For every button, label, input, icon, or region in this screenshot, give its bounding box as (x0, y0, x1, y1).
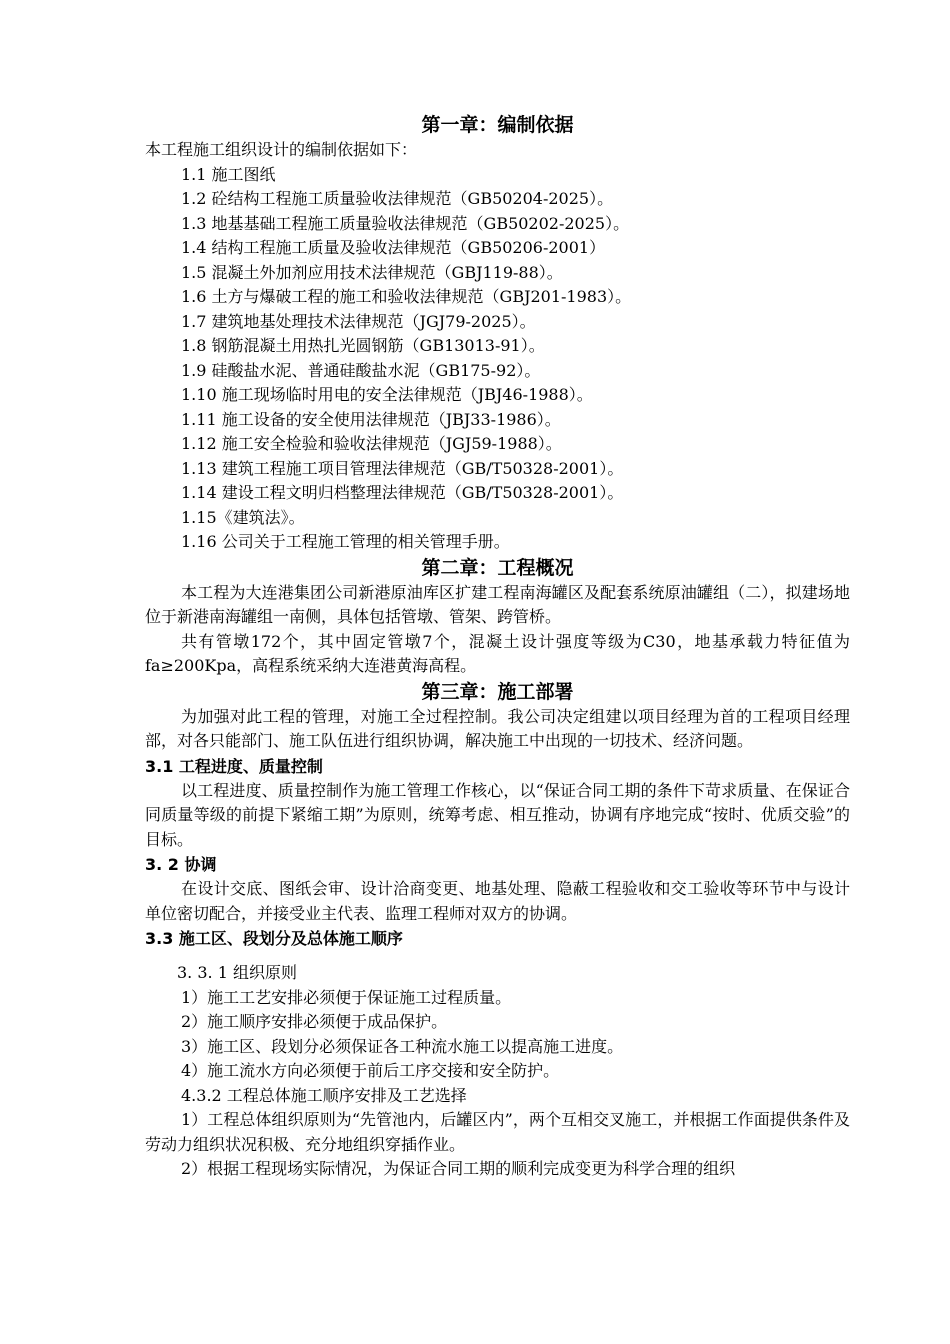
section-3-3-title: 3.3 施工区、段划分及总体施工顺序 (145, 929, 403, 948)
reference-item: 1.11 施工设备的安全使用法律规范（JBJ33-1986）。 (181, 409, 561, 429)
section-3-2-paragraph: 在设计交底、图纸会审、设计洽商变更、地基处理、隐蔽工程验收和交工验收等环节中与设计单位密切配合，并接受业主代表、监理工程师对双方的协调。 (145, 879, 850, 923)
reference-item: 1.6 土方与爆破工程的施工和验收法律规范（GBJ201-1983）。 (181, 287, 632, 306)
reference-item: 1.9 硅酸盐水泥、普通硅酸盐水泥（GB175-92）。 (181, 360, 541, 380)
subsection-4-3-2-paragraph: 1）工程总体组织原则为“先管池内，后罐区内”，两个互相交叉施工，并根据工作面提供条件及劳动力组织状况积极、充分地组织穿插作业。 (145, 1110, 850, 1154)
chapter-2-paragraph: 本工程为大连港集团公司新港原油库区扩建工程南海罐区及配套系统原油罐组（二），拟建场地位于新港南海罐组一南侧，具体包括管墩、管架、跨管桥。 (145, 582, 850, 626)
section-3-1-title: 3.1 工程进度、质量控制 (145, 756, 323, 776)
reference-item: 1.15《建筑法》。 (181, 507, 305, 527)
chapter-2-title: 第二章：工程概况 (421, 556, 574, 579)
subsection-3-3-1-title: 3. 3. 1 组织原则 (177, 963, 297, 982)
reference-item: 1.2 砼结构工程施工质量验收法律规范（GB50204-2025）。 (181, 189, 614, 208)
chapter-3-title: 第三章：施工部署 (421, 680, 574, 703)
principle-item: 3）施工区、段划分必须保证各工种流水施工以提高施工进度。 (181, 1036, 624, 1056)
chapter-1-intro: 本工程施工组织设计的编制依据如下： (145, 140, 418, 159)
reference-item: 1.4 结构工程施工质量及验收法律规范（GB50206-2001） (181, 238, 606, 257)
reference-item: 1.3 地基基础工程施工质量验收法律规范（GB50202-2025）。 (181, 213, 630, 233)
reference-item: 1.7 建筑地基处理技术法律规范（JGJ79-2025）。 (181, 311, 536, 331)
section-3-1-paragraph: 以工程进度、质量控制作为施工管理工作核心，以“保证合同工期的条件下苛求质量、在保证合同质量等级的前提下紧缩工期”为原则，统筹考虑、相互推动，协调有序地完成“按时、优质交验”的目标。 (145, 780, 850, 849)
principle-item: 4）施工流水方向必须便于前后工序交接和安全防护。 (181, 1061, 560, 1080)
spacer (145, 951, 850, 961)
chapter-1-title: 第一章：编制依据 (421, 114, 574, 136)
reference-item: 1.13 建筑工程施工项目管理法律规范（GB/T50328-2001）。 (181, 458, 624, 478)
reference-item: 1.16 公司关于工程施工管理的相关管理手册。 (181, 532, 510, 551)
reference-item: 1.14 建设工程文明归档整理法律规范（GB/T50328-2001）。 (181, 483, 624, 502)
reference-item: 1.12 施工安全检验和验收法律规范（JGJ59-1988）。 (181, 434, 562, 453)
chapter-2-paragraph: 共有管墩172个，其中固定管墩7个，混凝土设计强度等级为C30，地基承载力特征值为fa≥200Kpa，高程系统采纳大连港黄海高程。 (145, 631, 850, 675)
subsection-4-3-2-paragraph: 2）根据工程现场实际情况，为保证合同工期的顺利完成变更为科学合理的组织 (181, 1159, 736, 1178)
principle-item: 2）施工顺序安排必须便于成品保护。 (181, 1012, 448, 1031)
chapter-3-paragraph: 为加强对此工程的管理，对施工全过程控制。我公司决定组建以项目经理为首的工程项目经理部，对各只能部门、施工队伍进行组织协调，解决施工中出现的一切技术、经济问题。 (145, 706, 850, 750)
reference-item: 1.8 钢筋混凝土用热扎光圆钢筋（GB13013-91）。 (181, 336, 545, 355)
reference-item: 1.5 混凝土外加剂应用技术法律规范（GBJ119-88）。 (181, 262, 563, 282)
principle-list (145, 986, 850, 1084)
reference-list (145, 163, 850, 555)
reference-item: 1.1 施工图纸 (181, 164, 276, 184)
subsection-4-3-2-title: 4.3.2 工程总体施工顺序安排及工艺选择 (181, 1085, 467, 1105)
section-3-2-title: 3. 2 协调 (145, 855, 217, 874)
reference-item: 1.10 施工现场临时用电的安全法律规范（JBJ46-1988）。 (181, 385, 593, 404)
document-body (145, 112, 850, 1182)
principle-item: 1）施工工艺安排必须便于保证施工过程质量。 (181, 987, 512, 1007)
